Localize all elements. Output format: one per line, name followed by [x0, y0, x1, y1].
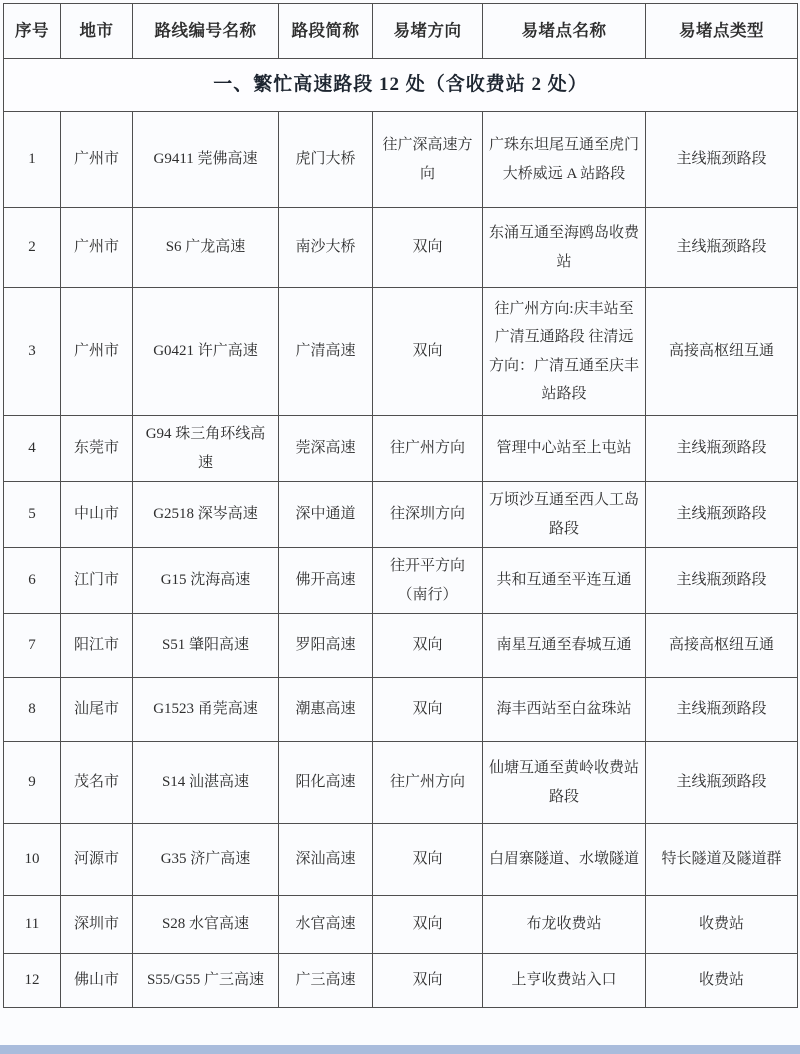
cell-direction: 双向	[373, 208, 483, 288]
cell-type: 主线瓶颈路段	[646, 678, 798, 742]
column-header-city: 地市	[61, 4, 133, 59]
table-row	[4, 678, 798, 742]
cell-route: G15 沈海高速	[133, 548, 279, 614]
cell-section: 水官高速	[279, 896, 373, 954]
cell-seq: 6	[4, 548, 61, 614]
cell-route: G2518 深岑高速	[133, 482, 279, 548]
cell-section: 莞深高速	[279, 416, 373, 482]
cell-direction: 往广州方向	[373, 742, 483, 824]
cell-type: 主线瓶颈路段	[646, 208, 798, 288]
table-row	[4, 548, 798, 614]
cell-city: 佛山市	[61, 954, 133, 1008]
table-row	[4, 824, 798, 896]
table-row	[4, 416, 798, 482]
column-header-type: 易堵点类型	[646, 4, 798, 59]
cell-seq: 10	[4, 824, 61, 896]
cell-city: 深圳市	[61, 896, 133, 954]
column-header-point: 易堵点名称	[483, 4, 646, 59]
cell-city: 中山市	[61, 482, 133, 548]
table-row	[4, 208, 798, 288]
next-section-partial-row	[0, 1045, 800, 1054]
cell-route: G0421 许广高速	[133, 288, 279, 416]
cell-route: S51 肇阳高速	[133, 614, 279, 678]
cell-city: 汕尾市	[61, 678, 133, 742]
cell-direction: 双向	[373, 954, 483, 1008]
cell-seq: 11	[4, 896, 61, 954]
column-header-direction: 易堵方向	[373, 4, 483, 59]
cell-point: 海丰西站至白盆珠站	[483, 678, 646, 742]
cell-point: 往广州方向:庆丰站至广清互通路段 往清远方向：广清互通至庆丰站路段	[483, 288, 646, 416]
cell-seq: 3	[4, 288, 61, 416]
cell-direction: 往深圳方向	[373, 482, 483, 548]
cell-point: 管理中心站至上屯站	[483, 416, 646, 482]
column-header-seq: 序号	[4, 4, 61, 59]
cell-seq: 9	[4, 742, 61, 824]
table-row	[4, 896, 798, 954]
cell-city: 广州市	[61, 288, 133, 416]
cell-city: 茂名市	[61, 742, 133, 824]
cell-section: 阳化高速	[279, 742, 373, 824]
cell-section: 广清高速	[279, 288, 373, 416]
cell-seq: 12	[4, 954, 61, 1008]
cell-direction: 往开平方向 （南行）	[373, 548, 483, 614]
cell-city: 阳江市	[61, 614, 133, 678]
cell-route: G9411 莞佛高速	[133, 112, 279, 208]
cell-seq: 1	[4, 112, 61, 208]
section-title: 一、繁忙高速路段 12 处（含收费站 2 处）	[4, 59, 798, 112]
column-header-section: 路段简称	[279, 4, 373, 59]
cell-type: 主线瓶颈路段	[646, 548, 798, 614]
cell-seq: 4	[4, 416, 61, 482]
cell-section: 深汕高速	[279, 824, 373, 896]
cell-route: G1523 甬莞高速	[133, 678, 279, 742]
section-header-row	[4, 59, 798, 112]
table-row	[4, 482, 798, 548]
cell-direction: 双向	[373, 824, 483, 896]
cell-city: 东莞市	[61, 416, 133, 482]
cell-point: 白眉寨隧道、水墩隧道	[483, 824, 646, 896]
cell-section: 深中通道	[279, 482, 373, 548]
congestion-table	[3, 3, 798, 1008]
cell-type: 主线瓶颈路段	[646, 742, 798, 824]
header-row	[4, 4, 798, 59]
cell-seq: 8	[4, 678, 61, 742]
table-row	[4, 614, 798, 678]
cell-point: 东涌互通至海鸥岛收费站	[483, 208, 646, 288]
cell-type: 收费站	[646, 954, 798, 1008]
cell-route: G94 珠三角环线高速	[133, 416, 279, 482]
cell-city: 广州市	[61, 208, 133, 288]
cell-type: 收费站	[646, 896, 798, 954]
cell-city: 江门市	[61, 548, 133, 614]
cell-point: 万顷沙互通至西人工岛路段	[483, 482, 646, 548]
cell-point: 共和互通至平连互通	[483, 548, 646, 614]
cell-type: 高接高枢纽互通	[646, 614, 798, 678]
cell-direction: 双向	[373, 288, 483, 416]
cell-type: 主线瓶颈路段	[646, 112, 798, 208]
cell-route: S55/G55 广三高速	[133, 954, 279, 1008]
cell-type: 主线瓶颈路段	[646, 416, 798, 482]
cell-route: S28 水官高速	[133, 896, 279, 954]
cell-section: 广三高速	[279, 954, 373, 1008]
cell-point: 南星互通至春城互通	[483, 614, 646, 678]
cell-city: 河源市	[61, 824, 133, 896]
column-header-route: 路线编号名称	[133, 4, 279, 59]
cell-seq: 7	[4, 614, 61, 678]
table-row	[4, 742, 798, 824]
cell-point: 上亨收费站入口	[483, 954, 646, 1008]
table-row	[4, 954, 798, 1008]
cell-type: 主线瓶颈路段	[646, 482, 798, 548]
cell-direction: 双向	[373, 614, 483, 678]
cell-seq: 2	[4, 208, 61, 288]
cell-section: 南沙大桥	[279, 208, 373, 288]
cell-type: 特长隧道及隧道群	[646, 824, 798, 896]
cell-route: S6 广龙高速	[133, 208, 279, 288]
cell-point: 广珠东坦尾互通至虎门大桥威远 A 站路段	[483, 112, 646, 208]
cell-direction: 双向	[373, 678, 483, 742]
cell-section: 佛开高速	[279, 548, 373, 614]
cell-direction: 往广深高速方向	[373, 112, 483, 208]
table-row	[4, 288, 798, 416]
cell-seq: 5	[4, 482, 61, 548]
cell-point: 仙塘互通至黄岭收费站路段	[483, 742, 646, 824]
cell-type: 高接高枢纽互通	[646, 288, 798, 416]
cell-direction: 往广州方向	[373, 416, 483, 482]
table-row	[4, 112, 798, 208]
cell-direction: 双向	[373, 896, 483, 954]
cell-section: 潮惠高速	[279, 678, 373, 742]
cell-route: G35 济广高速	[133, 824, 279, 896]
cell-city: 广州市	[61, 112, 133, 208]
cell-section: 虎门大桥	[279, 112, 373, 208]
cell-route: S14 汕湛高速	[133, 742, 279, 824]
cell-point: 布龙收费站	[483, 896, 646, 954]
cell-section: 罗阳高速	[279, 614, 373, 678]
